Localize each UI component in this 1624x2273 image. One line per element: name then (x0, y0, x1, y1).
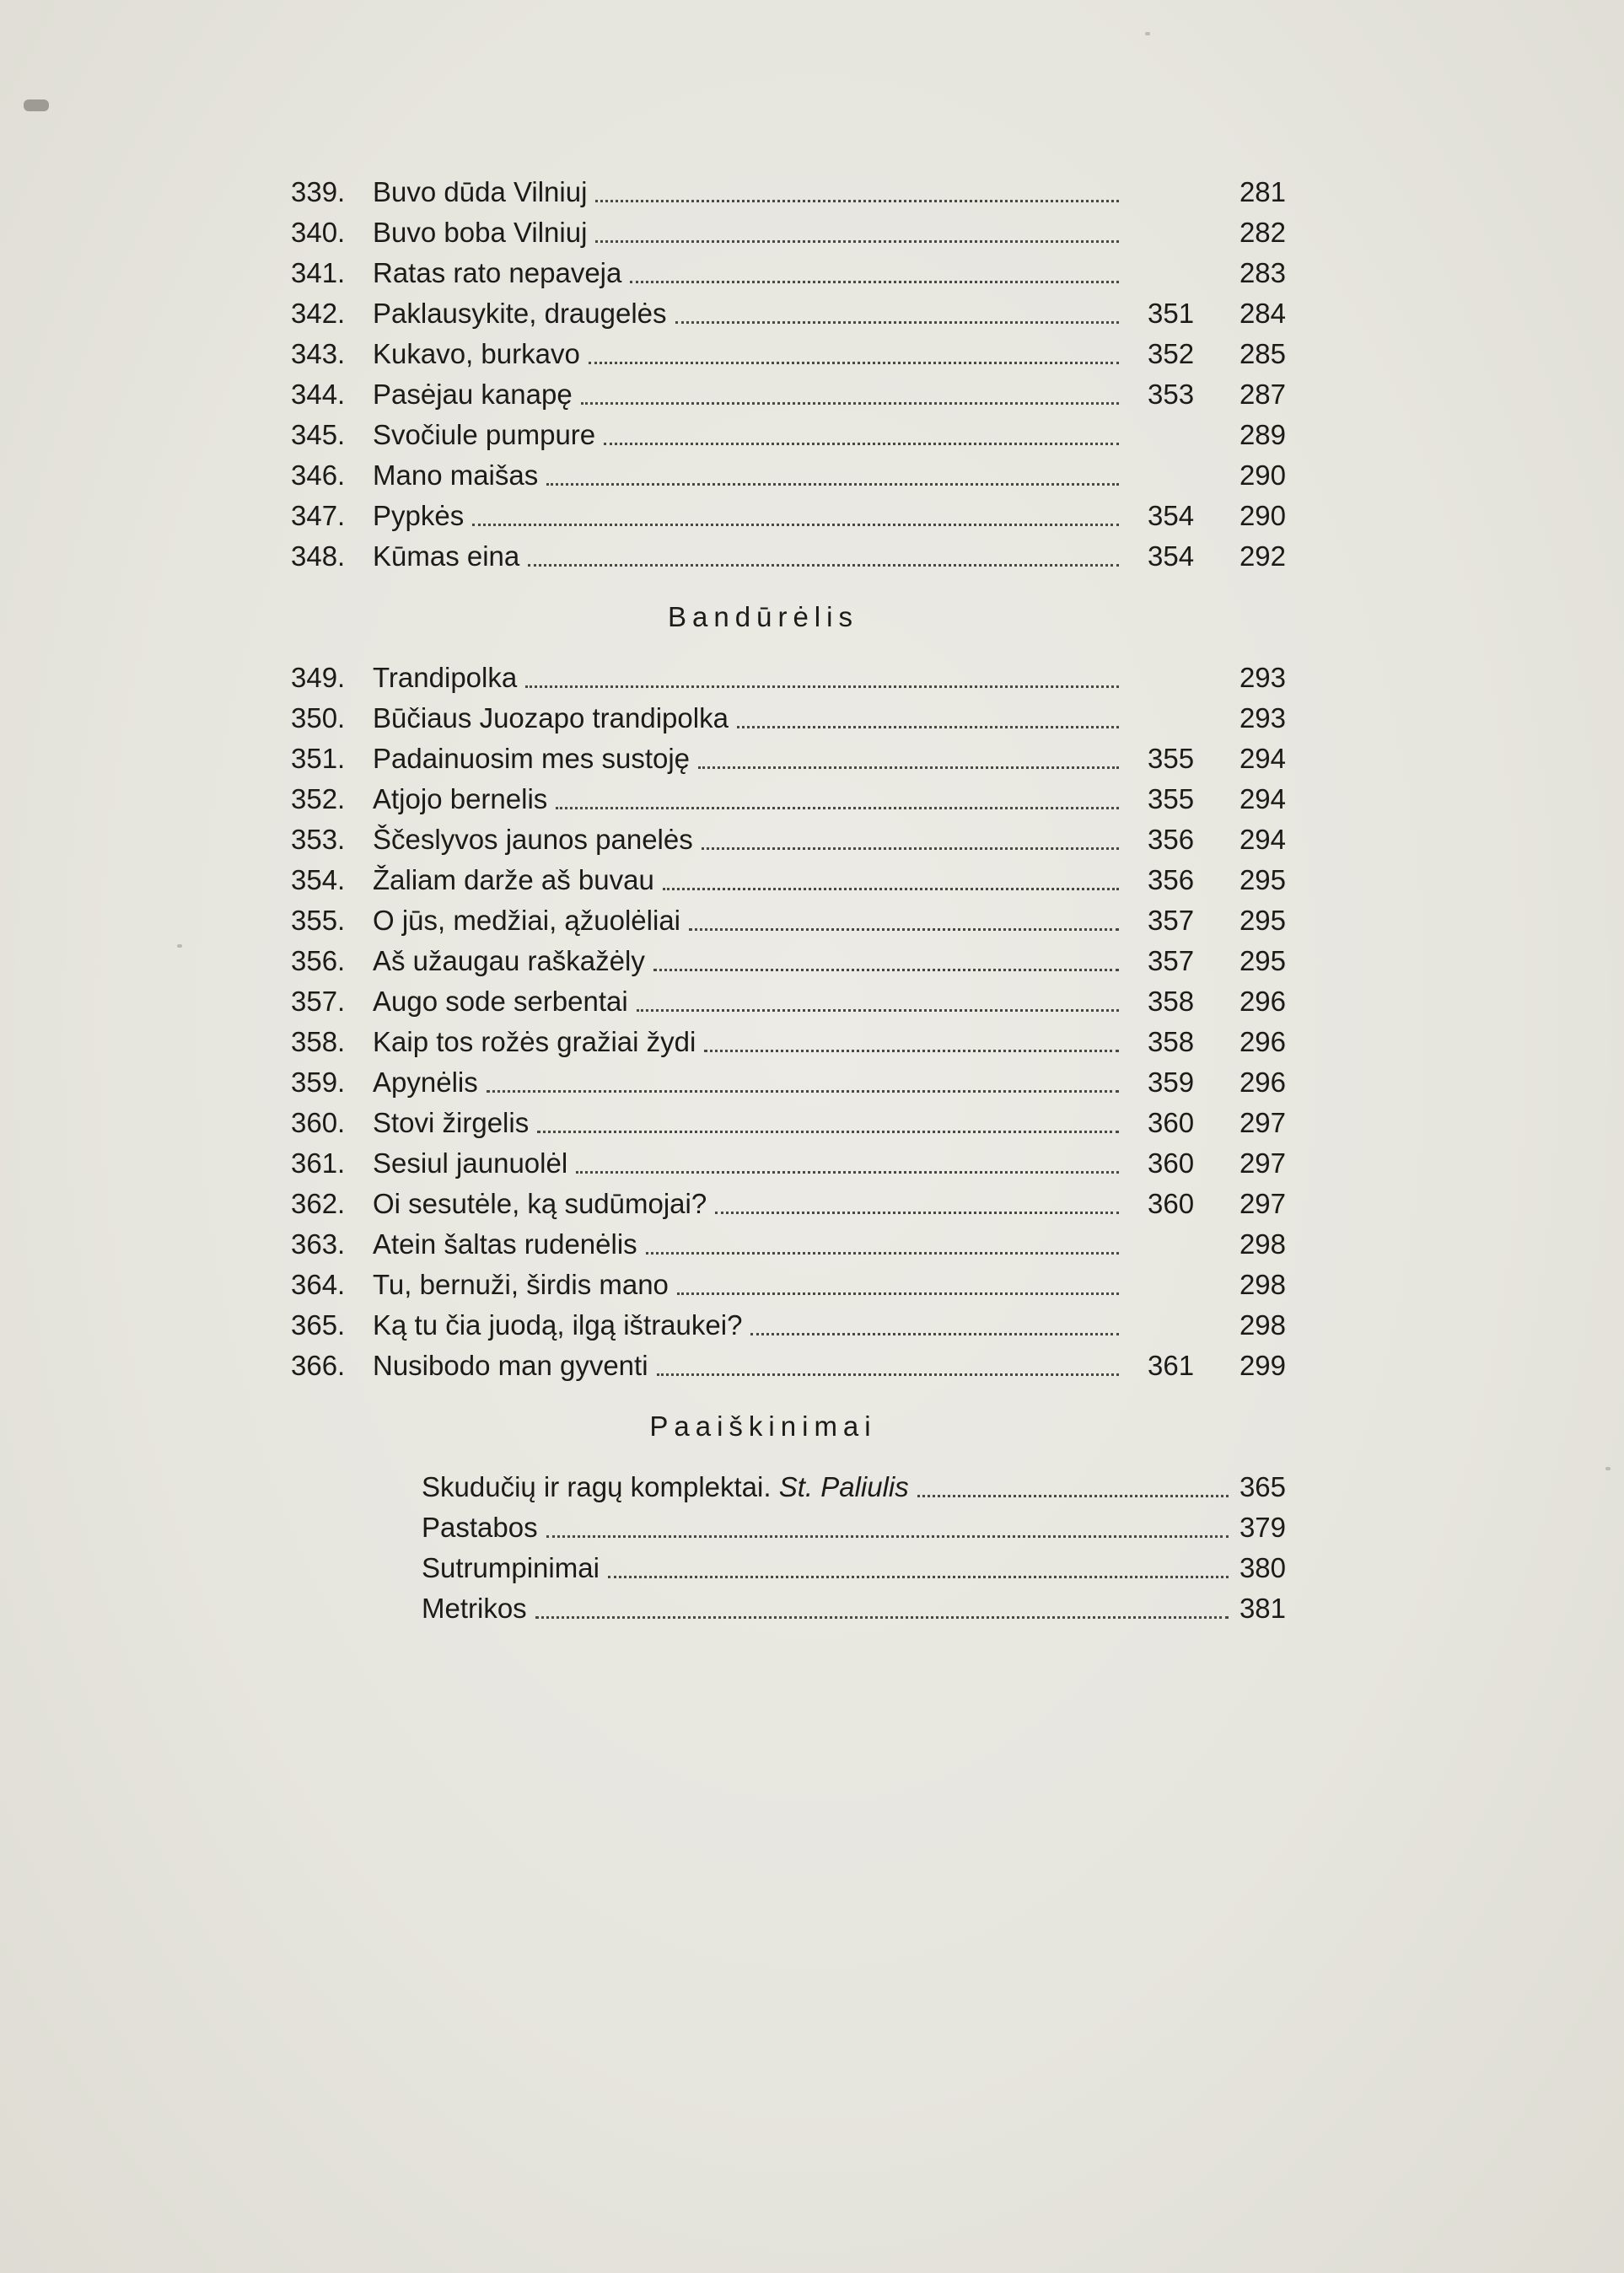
melody-page-number: 357 (1148, 905, 1195, 936)
entry-number: 361. (291, 1147, 346, 1179)
entry-number: 358. (291, 1026, 346, 1057)
entry-number: 364. (291, 1269, 346, 1300)
entry-title: Paklausykite, draugelės (373, 298, 667, 329)
toc-entry (291, 1305, 1286, 1346)
toc-entry (291, 1184, 1286, 1224)
text-page-number: 281 (1239, 176, 1286, 207)
entry-title: Mano maišas (373, 459, 539, 491)
text-page-number: 290 (1239, 500, 1286, 531)
text-page-number: 297 (1239, 1107, 1286, 1138)
dot-leader (689, 928, 1119, 931)
dot-leader (604, 443, 1119, 445)
text-page-number: 294 (1239, 824, 1286, 855)
entry-number: 366. (291, 1350, 346, 1381)
toc-entry (291, 1265, 1286, 1305)
melody-page-number: 351 (1148, 298, 1195, 329)
entry-number: 360. (291, 1107, 346, 1138)
text-page-number: 283 (1239, 257, 1286, 288)
toc-entry (291, 941, 1286, 981)
entry-title: Ratas rato nepaveja (373, 257, 622, 288)
toc-entry (291, 172, 1286, 212)
entry-number: 350. (291, 702, 346, 733)
melody-page-number: 359 (1148, 1067, 1195, 1098)
entry-number: 345. (291, 419, 346, 450)
entry-number: 346. (291, 459, 346, 491)
entry-title: Ščeslyvos jaunos panelės (373, 824, 693, 855)
page-number: 379 (1239, 1512, 1286, 1543)
text-page-number: 296 (1239, 986, 1286, 1017)
entry-title-text: Sutrumpinimai (422, 1552, 600, 1583)
toc-entry (291, 1062, 1286, 1103)
page-blemish (1145, 32, 1150, 35)
melody-page-number: 358 (1148, 1026, 1195, 1057)
dot-leader (528, 564, 1119, 567)
dot-leader (663, 888, 1119, 890)
entry-title (422, 1507, 538, 1548)
text-page-number: 296 (1239, 1026, 1286, 1057)
entry-number: 355. (291, 905, 346, 936)
dot-leader (537, 1131, 1119, 1133)
text-page-number: 294 (1239, 783, 1286, 814)
entry-number: 356. (291, 945, 346, 976)
toc-entry (291, 1143, 1286, 1184)
toc-entry (291, 374, 1286, 415)
entry-number: 344. (291, 379, 346, 410)
text-page-number: 284 (1239, 298, 1286, 329)
entry-title: Trandipolka (373, 662, 518, 693)
melody-page-number: 358 (1148, 986, 1195, 1017)
text-page-number: 299 (1239, 1350, 1286, 1381)
dot-leader (556, 807, 1119, 809)
page-number: 365 (1239, 1471, 1286, 1502)
toc-entry (291, 1507, 1286, 1548)
toc-entry (291, 253, 1286, 293)
entry-title: Kūmas eina (373, 540, 520, 572)
entry-title: Būčiaus Juozapo trandipolka (373, 702, 729, 733)
dot-leader (653, 969, 1119, 971)
entry-title: Padainuosim mes sustoję (373, 743, 691, 774)
entry-number: 347. (291, 500, 346, 531)
text-page-number: 298 (1239, 1309, 1286, 1341)
dot-leader (737, 726, 1119, 728)
entry-title-text: Metrikos (422, 1593, 527, 1624)
entry-title: Sesiul jaunuolėl (373, 1147, 568, 1179)
dot-leader (546, 483, 1119, 486)
text-page-number: 297 (1239, 1188, 1286, 1219)
dot-leader (646, 1252, 1119, 1255)
entry-title: Atjojo bernelis (373, 783, 548, 814)
entry-title: Pasėjau kanapę (373, 379, 573, 410)
dot-leader (608, 1576, 1229, 1578)
entry-number: 359. (291, 1067, 346, 1098)
entry-title: Buvo boba Vilniuj (373, 217, 588, 248)
entry-number: 352. (291, 783, 346, 814)
text-page-number: 298 (1239, 1228, 1286, 1260)
dot-leader (595, 240, 1119, 243)
melody-page-number: 352 (1148, 338, 1195, 369)
entry-title: Svočiule pumpure (373, 419, 596, 450)
toc-entry (291, 981, 1286, 1022)
page-blemish (177, 944, 182, 948)
dot-leader (535, 1616, 1229, 1619)
entry-title: Aš užaugau raškažėly (373, 945, 645, 976)
melody-page-number: 353 (1148, 379, 1195, 410)
toc-entry (291, 658, 1286, 698)
text-page-number: 292 (1239, 540, 1286, 572)
toc-entry (291, 212, 1286, 253)
dot-leader (581, 402, 1119, 405)
text-page-number: 287 (1239, 379, 1286, 410)
entry-title: Apynėlis (373, 1067, 478, 1098)
melody-page-number: 360 (1148, 1147, 1195, 1179)
melody-page-number: 361 (1148, 1350, 1195, 1381)
entry-author: St. Paliulis (778, 1471, 909, 1502)
text-page-number: 295 (1239, 945, 1286, 976)
entry-title: Pypkės (373, 500, 465, 531)
entry-title: Kukavo, burkavo (373, 338, 580, 369)
text-page-number: 282 (1239, 217, 1286, 248)
text-page-number: 296 (1239, 1067, 1286, 1098)
toc-entry (291, 860, 1286, 900)
text-page-number: 293 (1239, 702, 1286, 733)
toc-entry (291, 1548, 1286, 1588)
melody-page-number: 360 (1148, 1188, 1195, 1219)
dot-leader (917, 1495, 1229, 1497)
entry-title: Oi sesutėle, ką sudūmojai? (373, 1188, 707, 1219)
entry-number: 353. (291, 824, 346, 855)
entry-title-text: Skudučių ir ragų komplektai. (422, 1471, 772, 1502)
dot-leader (704, 1050, 1119, 1052)
dot-leader (630, 281, 1119, 283)
toc-entry (291, 1588, 1286, 1629)
dot-leader (677, 1292, 1119, 1295)
entry-title (422, 1548, 600, 1588)
entry-title: Augo sode serbentai (373, 986, 628, 1017)
entry-number: 340. (291, 217, 346, 248)
melody-page-number: 355 (1148, 783, 1195, 814)
toc-entry (291, 739, 1286, 779)
toc-entry (291, 819, 1286, 860)
melody-page-number: 357 (1148, 945, 1195, 976)
dot-leader (487, 1090, 1119, 1093)
text-page-number: 293 (1239, 662, 1286, 693)
entry-title (422, 1588, 527, 1629)
toc-entry (291, 779, 1286, 819)
dot-leader (715, 1212, 1119, 1214)
entry-title: Ką tu čia juodą, ilgą ištraukei? (373, 1309, 743, 1341)
section-heading: Bandūrėlis (668, 601, 858, 632)
text-page-number: 297 (1239, 1147, 1286, 1179)
entry-title (422, 1467, 909, 1507)
entry-title: Nusibodo man gyventi (373, 1350, 648, 1381)
dot-leader (576, 1171, 1119, 1174)
section-heading: Paaiškinimai (649, 1411, 877, 1442)
entry-number: 351. (291, 743, 346, 774)
toc-entry (291, 900, 1286, 941)
entry-number: 343. (291, 338, 346, 369)
text-page-number: 285 (1239, 338, 1286, 369)
dot-leader (698, 766, 1119, 769)
melody-page-number: 356 (1148, 864, 1195, 895)
toc-entry (291, 698, 1286, 739)
entry-number: 357. (291, 986, 346, 1017)
dot-leader (546, 1535, 1229, 1538)
page-number: 381 (1239, 1593, 1286, 1624)
entry-number: 341. (291, 257, 346, 288)
page-blemish (24, 99, 49, 111)
dot-leader (525, 685, 1119, 688)
dot-leader (589, 362, 1119, 364)
melody-page-number: 354 (1148, 500, 1195, 531)
page-blemish (1605, 1467, 1611, 1470)
toc-entry (291, 455, 1286, 496)
melody-page-number: 354 (1148, 540, 1195, 572)
entry-number: 342. (291, 298, 346, 329)
text-page-number: 298 (1239, 1269, 1286, 1300)
page-number: 380 (1239, 1552, 1286, 1583)
entry-number: 349. (291, 662, 346, 693)
entry-title: Buvo dūda Vilniuj (373, 176, 588, 207)
text-page-number: 294 (1239, 743, 1286, 774)
toc-entry (291, 1103, 1286, 1143)
melody-page-number: 356 (1148, 824, 1195, 855)
dot-leader (657, 1373, 1119, 1376)
toc-entry (291, 1022, 1286, 1062)
dot-leader (675, 321, 1119, 324)
entry-title: Tu, bernuži, širdis mano (373, 1269, 669, 1300)
toc-entry (291, 415, 1286, 455)
toc-entry (291, 496, 1286, 536)
toc-entry (291, 1346, 1286, 1386)
dot-leader (702, 847, 1119, 850)
dot-leader (750, 1333, 1119, 1335)
entry-number: 339. (291, 176, 346, 207)
entry-number: 363. (291, 1228, 346, 1260)
text-page-number: 290 (1239, 459, 1286, 491)
entry-title-text: Pastabos (422, 1512, 538, 1543)
toc-entry (291, 536, 1286, 577)
dot-leader (637, 1009, 1119, 1012)
entry-title: Kaip tos rožės gražiai žydi (373, 1026, 696, 1057)
melody-page-number: 355 (1148, 743, 1195, 774)
text-page-number: 295 (1239, 905, 1286, 936)
entry-number: 348. (291, 540, 346, 572)
entry-title: Žaliam darže aš buvau (373, 864, 654, 895)
table-of-contents (291, 172, 1286, 1629)
text-page-number: 289 (1239, 419, 1286, 450)
text-page-number: 295 (1239, 864, 1286, 895)
melody-page-number: 360 (1148, 1107, 1195, 1138)
dot-leader (595, 200, 1119, 202)
entry-number: 362. (291, 1188, 346, 1219)
toc-entry (291, 1224, 1286, 1265)
dot-leader (472, 524, 1119, 526)
toc-entry (291, 293, 1286, 334)
entry-number: 354. (291, 864, 346, 895)
entry-title: Stovi žirgelis (373, 1107, 530, 1138)
appendix-section (291, 1406, 1286, 1629)
entry-number: 365. (291, 1309, 346, 1341)
entry-title: O jūs, medžiai, ąžuolėliai (373, 905, 680, 936)
toc-entry (291, 334, 1286, 374)
toc-entry (291, 1467, 1286, 1507)
entry-title: Atein šaltas rudenėlis (373, 1228, 637, 1260)
